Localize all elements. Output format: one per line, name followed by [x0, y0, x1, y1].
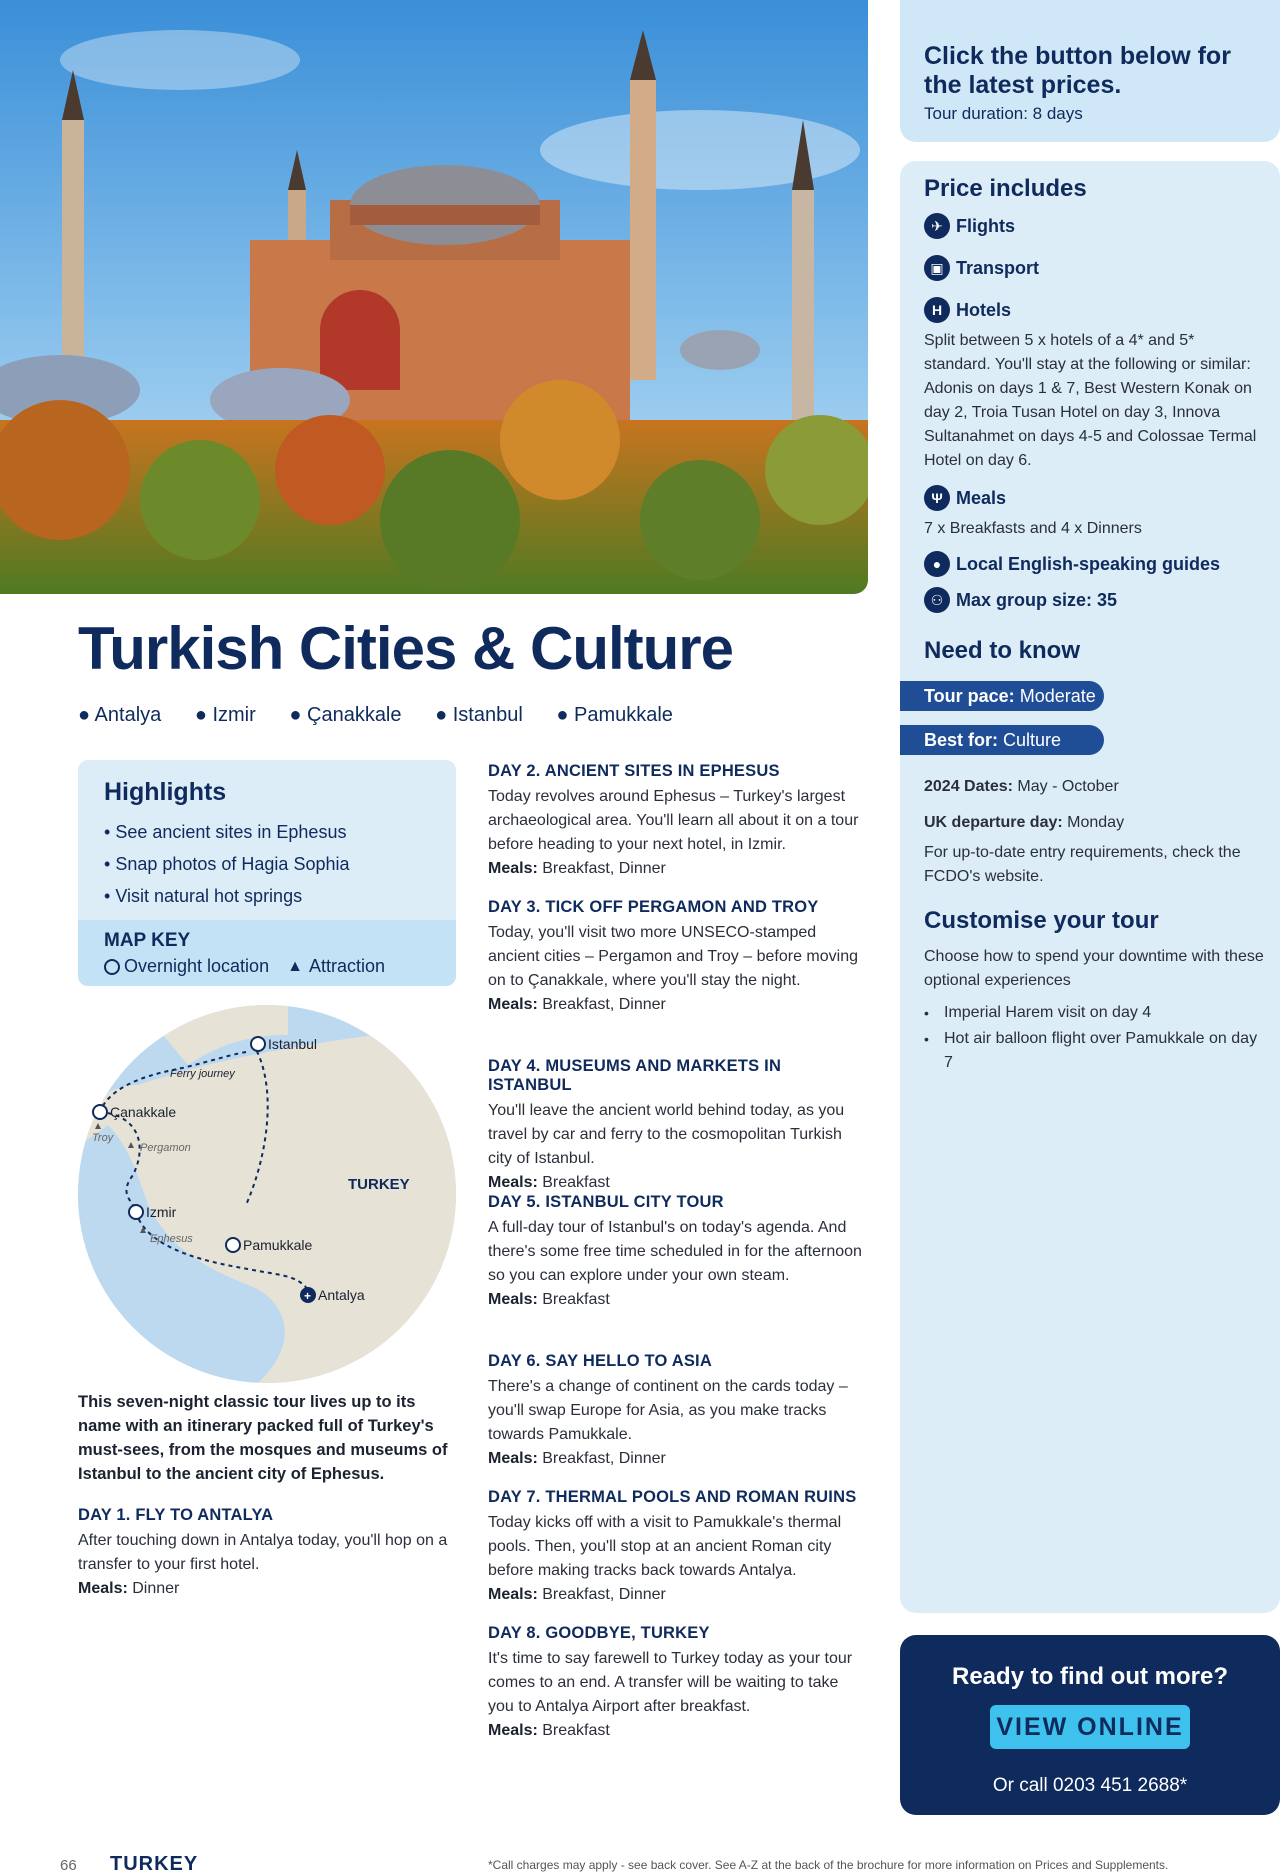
tour-duration: Tour duration: 8 days — [924, 104, 1083, 123]
customise-heading: Customise your tour — [924, 907, 1159, 934]
map-label-troy: Troy — [92, 1132, 114, 1144]
map-label-canakkale: Çanakkale — [110, 1104, 177, 1120]
day-title: DAY 4. MUSEUMS AND MARKETS IN ISTANBUL — [488, 1057, 782, 1094]
day-text: Today, you'll visit two more UNSECO-stamped ancient cities – Pergamon and Troy – before moving on to Çanakkale, where you'll stay the night. — [488, 924, 858, 989]
day-text: Today revolves around Ephesus – Turkey's largest archaeological area. You'll learn all about it on a tour before heading to your next hotel, in Izmir. — [488, 788, 859, 853]
best-for-value: Culture — [1003, 730, 1062, 750]
customise-item: • Hot air balloon flight over Pamukkale on day 7 — [924, 1030, 1258, 1071]
map-key — [78, 920, 456, 986]
triangle-icon: ▲ — [287, 957, 303, 975]
prices-heading: Click the button below for the latest prices. — [924, 42, 1231, 99]
dates-line — [924, 775, 1264, 799]
hotels-description: Split between 5 x hotels of a 4* and 5* standard. You'll stay at the following or similar: Adonis on days 1 & 7, Best Western Konak on day 2, Troia Tusan Hotel on day 3, Innova Sultanahmet on days 4-5 and Colossae Termal Hotel on day 6. — [924, 332, 1257, 469]
tour-pace-label: Tour pace: — [924, 686, 1015, 706]
day-2 — [488, 762, 868, 881]
day-text: You'll leave the ancient world behind today, as you travel by car and ferry to the cosmopolitan Turkish city of Istanbul. — [488, 1102, 845, 1167]
highlights-list — [104, 816, 350, 912]
include-guides — [924, 551, 1264, 577]
map-label-izmir: Izmir — [146, 1204, 177, 1220]
map-key-title: MAP KEY — [104, 930, 191, 951]
tour-pace-badge — [900, 681, 1104, 711]
footer-country: TURKEY — [110, 1853, 199, 1875]
route-stop: ● Pamukkale — [556, 704, 673, 726]
guide-icon: ● — [924, 551, 950, 577]
day-4 — [488, 1057, 868, 1195]
departure-line — [924, 811, 1264, 835]
route-stop: ● Izmir — [194, 704, 256, 726]
need-to-know-heading: Need to know — [924, 637, 1081, 664]
map-label-ephesus: Ephesus — [150, 1233, 193, 1245]
highlights-heading: Highlights — [104, 778, 227, 806]
route-stop: ● Antalya — [78, 704, 162, 726]
day-7 — [488, 1488, 868, 1607]
bus-icon: ▣ — [924, 255, 950, 281]
day-text: Today kicks off with a visit to Pamukkale's thermal pools. Then, you'll stop at an ancient Roman city before making tracks back towards Antalya. — [488, 1514, 842, 1579]
day-title: DAY 6. SAY HELLO TO ASIA — [488, 1352, 712, 1370]
day-title: DAY 2. ANCIENT SITES IN EPHESUS — [488, 762, 780, 780]
svg-text:+: + — [304, 1289, 312, 1303]
map-label-ferry: Ferry journey — [170, 1068, 235, 1080]
hotels-label: Hotels — [956, 299, 1012, 320]
best-for-label: Best for: — [924, 730, 999, 750]
prices-panel — [900, 0, 1280, 142]
include-flights — [924, 213, 1264, 239]
day-text: It's time to say farewell to Turkey today as your tour comes to an end. A transfer will be waiting to take you to Antalya Airport after breakfast. — [488, 1650, 853, 1715]
highlight-item: • See ancient sites in Ephesus — [104, 822, 347, 842]
customise-text: Choose how to spend your downtime with these optional experiences — [924, 948, 1264, 989]
day-title: DAY 1. FLY TO ANTALYA — [78, 1506, 274, 1524]
map-label-pergamon: Pergamon — [140, 1142, 191, 1154]
best-for-badge — [900, 725, 1104, 755]
day-meals: Meals: Breakfast, Dinner — [488, 1586, 666, 1603]
include-group — [924, 587, 1264, 613]
route-map — [78, 1005, 456, 1383]
plane-icon: ✈ — [924, 213, 950, 239]
group-label: Max group size: 35 — [956, 589, 1118, 610]
meals-description: 7 x Breakfasts and 4 x Dinners — [924, 520, 1142, 537]
day-1 — [78, 1506, 458, 1601]
day-title: DAY 3. TICK OFF PERGAMON AND TROY — [488, 898, 819, 916]
flights-label: Flights — [956, 215, 1015, 236]
day-text: A full-day tour of Istanbul's on today's agenda. And there's some free time scheduled in for the afternoon so you can explore under your own steam. — [488, 1219, 862, 1284]
highlights-box — [78, 760, 456, 986]
cutlery-icon: Ψ — [924, 485, 950, 511]
day-meals: Meals: Breakfast, Dinner — [488, 996, 666, 1013]
entry-requirements: For up-to-date entry requirements, check the FCDO's website. — [924, 844, 1241, 885]
departure-label: UK departure day: — [924, 814, 1063, 831]
day-title: DAY 8. GOODBYE, TURKEY — [488, 1624, 710, 1642]
map-label-istanbul: Istanbul — [268, 1036, 318, 1052]
route-list — [78, 704, 701, 727]
circle-icon — [104, 959, 120, 975]
day-3 — [488, 898, 868, 1017]
day-8 — [488, 1624, 868, 1743]
day-title: DAY 5. ISTANBUL CITY TOUR — [488, 1193, 724, 1211]
hero-image — [0, 0, 868, 594]
cta-question: Ready to find out more? — [952, 1663, 1228, 1690]
guides-label: Local English-speaking guides — [956, 553, 1221, 574]
group-icon: ⚇ — [924, 587, 950, 613]
day-meals: Meals: Breakfast — [488, 1722, 610, 1739]
meals-label: Meals — [956, 487, 1007, 508]
map-label-pamukkale: Pamukkale — [243, 1237, 313, 1253]
intro-text: This seven-night classic tour lives up to its name with an itinerary packed full of Turkey's must-sees, from the mosques and museums of Istanbul to the ancient city of Ephesus. — [78, 1393, 448, 1483]
day-6 — [488, 1352, 868, 1471]
price-includes-heading: Price includes — [924, 175, 1087, 202]
day-title: DAY 7. THERMAL POOLS AND ROMAN RUINS — [488, 1488, 857, 1506]
footer-note: *Call charges may apply - see back cover. See A-Z at the back of the brochure for more information on Prices and Supplements. — [488, 1858, 1169, 1872]
page-title: Turkish Cities & Culture — [78, 615, 733, 682]
day-meals: Meals: Breakfast — [488, 1291, 610, 1308]
day-meals: Meals: Breakfast, Dinner — [488, 1450, 666, 1467]
page-number: 66 — [60, 1857, 77, 1874]
transport-label: Transport — [956, 257, 1040, 278]
highlight-item: • Snap photos of Hagia Sophia — [104, 854, 350, 874]
include-meals — [924, 485, 1264, 511]
day-text: There's a change of continent on the cards today – you'll swap Europe for Asia, as you make tracks towards Pamukkale. — [488, 1378, 848, 1443]
day-meals: Meals: Breakfast, Dinner — [488, 860, 666, 877]
attraction-key-label: Attraction — [308, 956, 385, 976]
day-text: After touching down in Antalya today, you'll hop on a transfer to your first hotel. — [78, 1532, 448, 1573]
call-number: Or call 0203 451 2688* — [992, 1775, 1188, 1796]
overnight-key-label: Overnight location — [124, 956, 270, 976]
departure-value: Monday — [1067, 814, 1125, 831]
hotel-icon: H — [924, 297, 950, 323]
include-hotels — [924, 297, 1264, 323]
dates-label: 2024 Dates: — [924, 778, 1013, 795]
day-5 — [488, 1193, 868, 1312]
highlight-item: • Visit natural hot springs — [104, 886, 303, 906]
route-stop: ● Istanbul — [435, 704, 523, 726]
route-stop: ● Çanakkale — [289, 704, 402, 726]
cta-panel — [900, 1635, 1280, 1815]
day-meals: Meals: Dinner — [78, 1580, 180, 1597]
include-transport — [924, 255, 1264, 281]
customise-item: • Imperial Harem visit on day 4 — [924, 1004, 1152, 1021]
dates-value: May - October — [1017, 778, 1119, 795]
tour-pace-value: Moderate — [1019, 686, 1096, 706]
view-online-button[interactable]: VIEW ONLINE — [990, 1705, 1190, 1749]
map-label-country: TURKEY — [348, 1176, 410, 1193]
map-label-antalya: Antalya — [318, 1287, 365, 1303]
day-meals: Meals: Breakfast — [488, 1174, 610, 1191]
info-panel — [900, 161, 1280, 1613]
